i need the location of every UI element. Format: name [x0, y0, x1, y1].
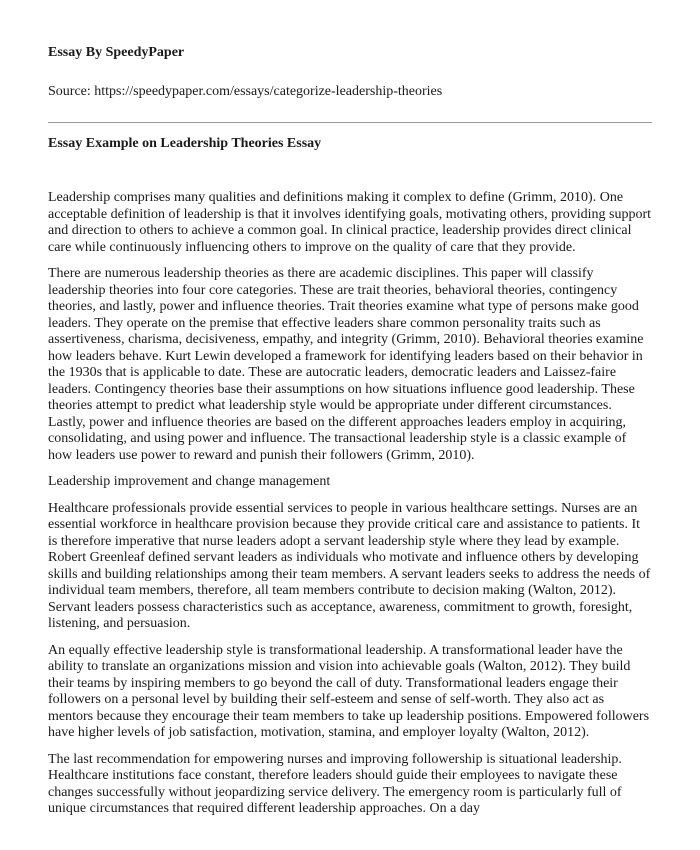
section-heading: Leadership improvement and change management	[48, 474, 331, 489]
paragraph-4: An equally effective leadership style is transformational leadership. A transformational leader have the ability to translate an organizations mission and vision into achievable goals (Walton, 2012). They build their teams by inspiring members to go beyond the call of duty. Transformational leaders engage their followers on a personal level by building their self-esteem and sense of self-worth. They also act as mentors because they encourage their team members to take up leadership positions. Empowered followers have higher levels of job satisfaction, motivation, stamina, and employer loyalty (Walton, 2012).	[48, 642, 650, 740]
paragraph-2: There are numerous leadership theories as there are academic disciplines. This paper will classify leadership theories into four core categories. These are trait theories, behavioral theories, contingency theories, and lastly, power and influence theories. Trait theories examine what type of persons make good leaders. They operate on the premise that effective leaders share common personality traits such as assertiveness, charisma, decisiveness, empathy, and integrity (Grimm, 2010). Behavioral theories examine how leaders behave. Kurt Lewin developed a framework for identifying leaders based on their behavior in the 1930s that is applicable to date. These are autocratic leaders, democratic leaders and Laissez-faire leaders. Contingency theories base their assumptions on how situations influence good leadership. These theories attempt to predict what leadership style would be appropriate under different circumstances. Lastly, power and influence theories are based on the different approaches leaders employ in acquiring, consolidating, and using power and influence. The transactional leadership style is a classic example of how leaders use power to reward and punish their followers (Grimm, 2010).	[48, 266, 644, 463]
source-label: Source:	[48, 84, 95, 99]
essay-body	[48, 190, 652, 818]
paragraph-1: Leadership comprises many qualities and definitions making it complex to define (Grimm, 2010). One acceptable definition of leadership is that it involves identifying goals, motivating others, providing support and direction to others to achieve a common goal. In clinical practice, leadership provides direct clinical care while continuously influencing others to improve on the quality of care that they provide.	[48, 190, 652, 255]
document-header-title: Essay By SpeedyPaper	[48, 45, 185, 60]
source-url[interactable]: https://speedypaper.com/essays/categorize-leadership-theories	[94, 84, 443, 99]
header-divider	[48, 122, 652, 123]
paragraph-3: Healthcare professionals provide essential services to people in various healthcare settings. Nurses are an essential workforce in healthcare provision because they provide critical care and assistance to patients. It is therefore imperative that nurse leaders adopt a servant leadership style where they lead by example. Robert Greenleaf defined servant leaders as individuals who motivate and influence others by developing skills and building relationships among their team members. A servant leaders seeks to address the needs of individual team members, therefore, all team members contribute to decision making (Walton, 2012). Servant leaders possess characteristics such as acceptance, awareness, commitment to growth, foresight, listening, and persuasion.	[48, 500, 651, 631]
source-line	[48, 83, 652, 100]
paragraph-5: The last recommendation for empowering nurses and improving followership is situational leadership. Healthcare institutions face constant, therefore leaders should guide their employees to navigate these changes successfully without jeopardizing service delivery. The emergency room is particularly full of unique circumstances that required different leadership approaches. On a day	[48, 751, 622, 816]
essay-title: Essay Example on Leadership Theories Essay	[48, 136, 322, 151]
